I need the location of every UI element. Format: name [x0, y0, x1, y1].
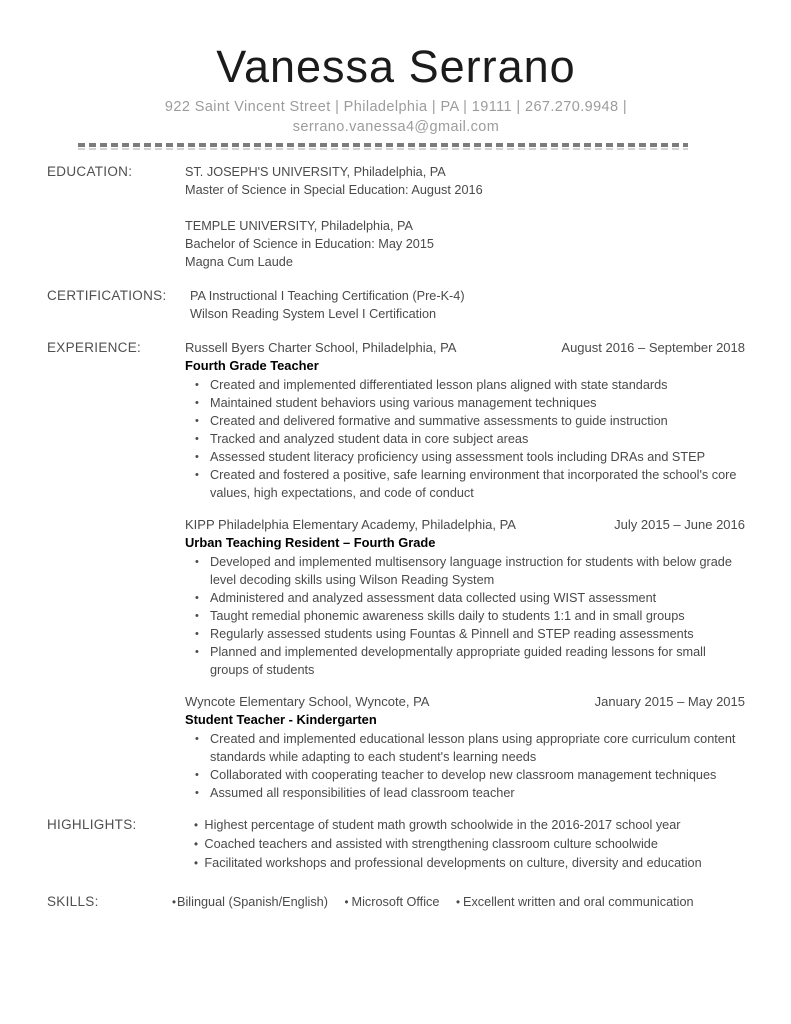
education-label: EDUCATION: — [47, 163, 133, 179]
section-skills — [47, 893, 745, 912]
company-name: Russell Byers Charter School, Philadelphia, PA — [185, 339, 457, 355]
job-bullet: • Developed and implemented multisensory language instruction for students with below grade level decoding skills using Wilson Reading System — [195, 553, 745, 589]
job-bullet: • Created and fostered a positive, safe learning environment that incorporated the school's core values, high expectations, and code of conduct — [195, 466, 745, 502]
certification-item: PA Instructional I Teaching Certification (Pre-K-4) — [190, 288, 465, 303]
degree-line: Magna Cum Laude — [185, 254, 293, 269]
bullet-icon: • — [172, 896, 177, 909]
company-name: Wyncote Elementary School, Wyncote, PA — [185, 693, 430, 709]
highlight-item: • Facilitated workshops and professional developments on culture, diversity and education — [185, 854, 727, 873]
skill-item — [345, 895, 440, 909]
education-content — [185, 163, 745, 271]
bullet-icon: • — [455, 896, 460, 909]
job-header — [185, 516, 745, 534]
header-divider — [78, 143, 688, 150]
job-title: Urban Teaching Resident – Fourth Grade — [185, 534, 436, 550]
job-bullet: • Regularly assessed students using Fountas & Pinnell and STEP reading assessments — [195, 625, 745, 643]
section-education — [47, 163, 745, 271]
section-certifications — [47, 287, 745, 323]
job-bullet: • Administered and analyzed assessment data collected using WIST assessment — [195, 589, 745, 607]
job-entry — [185, 339, 745, 502]
skill-text: Microsoft Office — [351, 894, 440, 909]
header — [47, 42, 745, 150]
contact-line: 922 Saint Vincent Street | Philadelphia | PA | 19111 | 267.270.9948 | — [164, 98, 628, 115]
degree-line: Bachelor of Science in Education: May 2015 — [185, 236, 434, 251]
job-header — [185, 693, 745, 711]
skill-text: Bilingual (Spanish/English) — [177, 894, 328, 909]
job-bullet: • Created and delivered formative and summative assessments to guide instruction — [195, 412, 745, 430]
certifications-label: CERTIFICATIONS: — [47, 287, 167, 303]
company-name: KIPP Philadelphia Elementary Academy, Philadelphia, PA — [185, 516, 516, 532]
job-bullet: • Created and implemented differentiated lesson plans aligned with state standards — [195, 376, 745, 394]
job-header — [185, 339, 745, 357]
name-title: Vanessa Serrano — [216, 41, 576, 92]
highlights-content — [185, 816, 727, 873]
highlight-item: • Highest percentage of student math growth schoolwide in the 2016-2017 school year — [185, 816, 727, 835]
job-bullet: • Assessed student literacy proficiency using assessment tools including DRAs and STEP — [195, 448, 745, 466]
highlights-label: HIGHLIGHTS: — [47, 816, 137, 832]
section-highlights — [47, 816, 745, 873]
school-name: ST. JOSEPH'S UNIVERSITY, Philadelphia, PA — [185, 164, 446, 179]
employment-dates: August 2016 – September 2018 — [561, 339, 745, 355]
skills-list — [172, 893, 745, 912]
certifications-content — [185, 287, 745, 323]
job-title: Student Teacher - Kindergarten — [185, 711, 377, 727]
section-experience — [47, 339, 745, 802]
job-entry — [185, 516, 745, 679]
email-line: serrano.vanessa4@gmail.com — [292, 118, 500, 135]
degree-line: Master of Science in Special Education: August 2016 — [185, 182, 483, 197]
job-bullet: • Taught remedial phonemic awareness skills daily to students 1:1 and in small groups — [195, 607, 745, 625]
job-bullets — [185, 376, 745, 502]
job-title: Fourth Grade Teacher — [185, 357, 319, 373]
skill-text: Excellent written and oral communication — [463, 894, 694, 909]
job-entry — [185, 693, 745, 802]
job-bullets — [185, 730, 745, 802]
education-school — [185, 163, 745, 199]
education-school — [185, 217, 745, 271]
certification-item: Wilson Reading System Level I Certification — [190, 306, 437, 321]
job-bullets — [185, 553, 745, 679]
highlight-item: • Coached teachers and assisted with strengthening classroom culture schoolwide — [185, 835, 727, 854]
job-bullet: • Maintained student behaviors using various management techniques — [195, 394, 745, 412]
skill-item — [172, 895, 328, 909]
skills-label: SKILLS: — [47, 893, 99, 909]
job-bullet: • Planned and implemented developmentally appropriate guided reading lessons for small groups of students — [195, 643, 745, 679]
experience-label: EXPERIENCE: — [47, 339, 142, 355]
employment-dates: July 2015 – June 2016 — [614, 516, 745, 532]
job-bullet: • Collaborated with cooperating teacher to develop new classroom management techniques — [195, 766, 745, 784]
job-bullet: • Tracked and analyzed student data in core subject areas — [195, 430, 745, 448]
employment-dates: January 2015 – May 2015 — [594, 693, 745, 709]
skill-item — [456, 895, 694, 909]
bullet-icon: • — [344, 896, 349, 909]
job-bullet: • Created and implemented educational lesson plans using appropriate core curriculum content standards while adapting to each student's learning needs — [195, 730, 745, 766]
job-bullet: • Assumed all responsibilities of lead classroom teacher — [195, 784, 745, 802]
experience-content — [185, 339, 745, 802]
school-name: TEMPLE UNIVERSITY, Philadelphia, PA — [185, 218, 414, 233]
